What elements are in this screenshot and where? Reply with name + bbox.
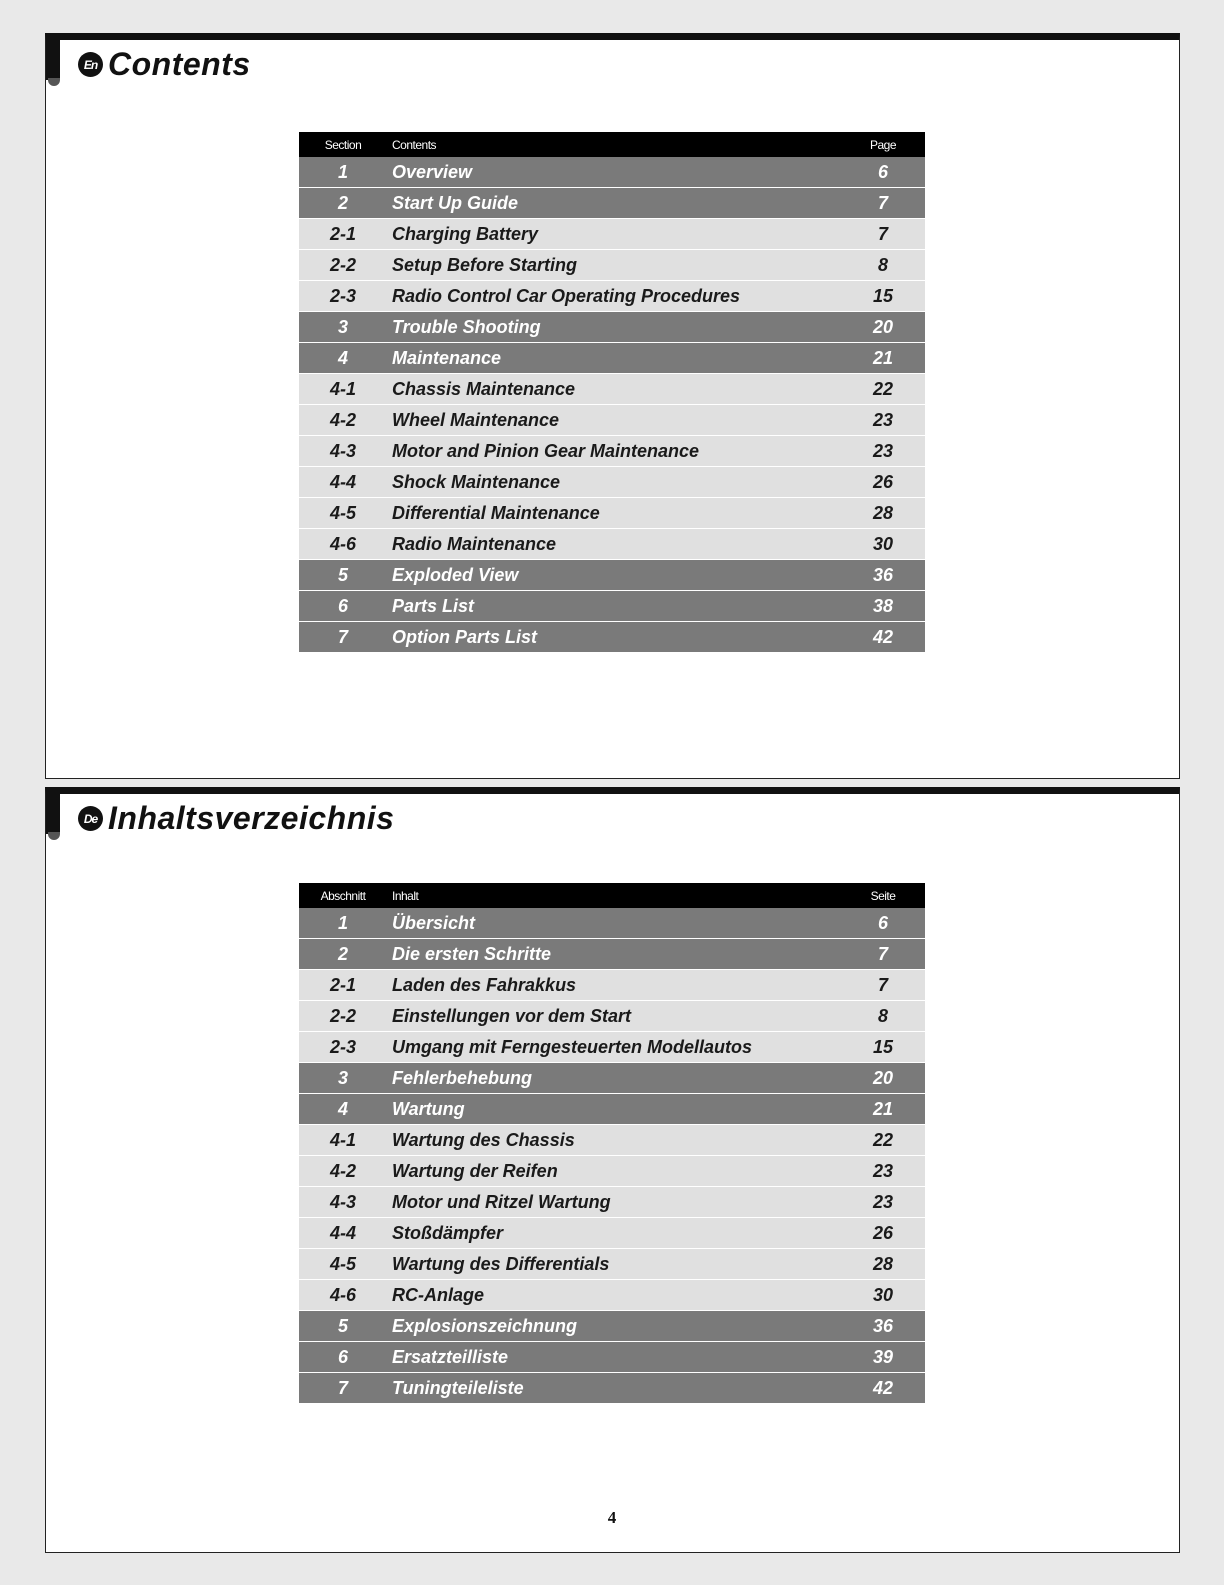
row-page-number: 26 bbox=[841, 467, 925, 498]
table-row bbox=[299, 1280, 925, 1311]
table-row bbox=[299, 1156, 925, 1187]
row-page-number: 7 bbox=[841, 939, 925, 970]
row-page-number: 26 bbox=[841, 1218, 925, 1249]
row-title: Differential Maintenance bbox=[387, 498, 841, 529]
row-title: Exploded View bbox=[387, 560, 841, 591]
row-page-number: 38 bbox=[841, 591, 925, 622]
row-section-number: 6 bbox=[299, 1342, 387, 1373]
row-title: Radio Control Car Operating Procedures bbox=[387, 281, 841, 312]
table-row bbox=[299, 939, 925, 970]
header-section: Abschnitt bbox=[299, 883, 387, 908]
row-title: Maintenance bbox=[387, 343, 841, 374]
table-row bbox=[299, 1001, 925, 1032]
table-row bbox=[299, 1218, 925, 1249]
table-row bbox=[299, 560, 925, 591]
row-section-number: 3 bbox=[299, 1063, 387, 1094]
row-title: Übersicht bbox=[387, 908, 841, 939]
row-page-number: 20 bbox=[841, 312, 925, 343]
page-title: Contents bbox=[108, 46, 251, 82]
table-row bbox=[299, 188, 925, 219]
row-section-number: 2-3 bbox=[299, 1032, 387, 1063]
table-row bbox=[299, 467, 925, 498]
row-title: Wartung bbox=[387, 1094, 841, 1125]
row-section-number: 2-2 bbox=[299, 1001, 387, 1032]
row-section-number: 4-1 bbox=[299, 374, 387, 405]
row-section-number: 5 bbox=[299, 1311, 387, 1342]
table-row bbox=[299, 436, 925, 467]
row-section-number: 4-5 bbox=[299, 498, 387, 529]
row-page-number: 8 bbox=[841, 1001, 925, 1032]
row-page-number: 42 bbox=[841, 622, 925, 653]
contents-table bbox=[299, 883, 925, 1404]
row-section-number: 2 bbox=[299, 188, 387, 219]
row-title: Tuningteileliste bbox=[387, 1373, 841, 1404]
row-section-number: 4-5 bbox=[299, 1249, 387, 1280]
row-section-number: 4-1 bbox=[299, 1125, 387, 1156]
row-title: Einstellungen vor dem Start bbox=[387, 1001, 841, 1032]
row-page-number: 36 bbox=[841, 560, 925, 591]
row-section-number: 4-3 bbox=[299, 1187, 387, 1218]
row-section-number: 4-2 bbox=[299, 405, 387, 436]
row-section-number: 4-2 bbox=[299, 1156, 387, 1187]
row-title: Overview bbox=[387, 157, 841, 188]
row-title: Wartung der Reifen bbox=[387, 1156, 841, 1187]
table-row bbox=[299, 219, 925, 250]
row-section-number: 2-1 bbox=[299, 219, 387, 250]
table-row bbox=[299, 312, 925, 343]
table-row bbox=[299, 1032, 925, 1063]
table-row bbox=[299, 1311, 925, 1342]
table-row bbox=[299, 622, 925, 653]
row-title: Radio Maintenance bbox=[387, 529, 841, 560]
row-page-number: 22 bbox=[841, 1125, 925, 1156]
row-section-number: 3 bbox=[299, 312, 387, 343]
row-section-number: 2-3 bbox=[299, 281, 387, 312]
table-row bbox=[299, 405, 925, 436]
table-row bbox=[299, 343, 925, 374]
row-page-number: 39 bbox=[841, 1342, 925, 1373]
row-page-number: 7 bbox=[841, 219, 925, 250]
row-section-number: 1 bbox=[299, 908, 387, 939]
language-badge-icon: De bbox=[78, 806, 103, 831]
row-title: Parts List bbox=[387, 591, 841, 622]
row-title: Trouble Shooting bbox=[387, 312, 841, 343]
row-title: Die ersten Schritte bbox=[387, 939, 841, 970]
row-title: Fehlerbehebung bbox=[387, 1063, 841, 1094]
row-section-number: 2 bbox=[299, 939, 387, 970]
row-title: Ersatzteilliste bbox=[387, 1342, 841, 1373]
row-title: Laden des Fahrakkus bbox=[387, 970, 841, 1001]
title-accent-bar bbox=[46, 40, 60, 80]
table-header-row bbox=[299, 132, 925, 157]
row-section-number: 4-4 bbox=[299, 467, 387, 498]
row-section-number: 4-6 bbox=[299, 529, 387, 560]
table-row bbox=[299, 591, 925, 622]
row-section-number: 4-3 bbox=[299, 436, 387, 467]
table-row bbox=[299, 1063, 925, 1094]
header-contents: Inhalt bbox=[387, 883, 841, 908]
language-badge-icon: En bbox=[78, 52, 103, 77]
table-row bbox=[299, 498, 925, 529]
table-row bbox=[299, 1342, 925, 1373]
table-row bbox=[299, 970, 925, 1001]
table-row bbox=[299, 1249, 925, 1280]
row-page-number: 42 bbox=[841, 1373, 925, 1404]
row-section-number: 7 bbox=[299, 1373, 387, 1404]
table-row bbox=[299, 529, 925, 560]
row-page-number: 23 bbox=[841, 1156, 925, 1187]
title-accent-bar bbox=[46, 794, 60, 834]
row-page-number: 30 bbox=[841, 529, 925, 560]
row-page-number: 23 bbox=[841, 405, 925, 436]
row-page-number: 8 bbox=[841, 250, 925, 281]
row-page-number: 28 bbox=[841, 498, 925, 529]
row-title: Charging Battery bbox=[387, 219, 841, 250]
table-row bbox=[299, 1187, 925, 1218]
row-section-number: 2-1 bbox=[299, 970, 387, 1001]
row-page-number: 7 bbox=[841, 188, 925, 219]
row-title: Option Parts List bbox=[387, 622, 841, 653]
table-header-row bbox=[299, 883, 925, 908]
row-section-number: 4 bbox=[299, 1094, 387, 1125]
row-title: Shock Maintenance bbox=[387, 467, 841, 498]
row-section-number: 4-4 bbox=[299, 1218, 387, 1249]
row-page-number: 22 bbox=[841, 374, 925, 405]
contents-panel-de bbox=[45, 787, 1180, 1553]
table-row bbox=[299, 1125, 925, 1156]
row-title: Start Up Guide bbox=[387, 188, 841, 219]
row-title: Wartung des Differentials bbox=[387, 1249, 841, 1280]
row-title: Stoßdämpfer bbox=[387, 1218, 841, 1249]
row-section-number: 6 bbox=[299, 591, 387, 622]
header-page: Seite bbox=[841, 883, 925, 908]
table-row bbox=[299, 157, 925, 188]
header-section: Section bbox=[299, 132, 387, 157]
row-title: Umgang mit Ferngesteuerten Modellautos bbox=[387, 1032, 841, 1063]
row-page-number: 36 bbox=[841, 1311, 925, 1342]
section-title bbox=[78, 46, 251, 83]
table-row bbox=[299, 1373, 925, 1404]
page-title: Inhaltsverzeichnis bbox=[108, 800, 395, 836]
row-page-number: 30 bbox=[841, 1280, 925, 1311]
row-page-number: 28 bbox=[841, 1249, 925, 1280]
header-page: Page bbox=[841, 132, 925, 157]
header-contents: Contents bbox=[387, 132, 841, 157]
row-title: Motor and Pinion Gear Maintenance bbox=[387, 436, 841, 467]
row-section-number: 7 bbox=[299, 622, 387, 653]
row-title: Motor und Ritzel Wartung bbox=[387, 1187, 841, 1218]
row-page-number: 23 bbox=[841, 1187, 925, 1218]
row-title: Setup Before Starting bbox=[387, 250, 841, 281]
row-page-number: 15 bbox=[841, 1032, 925, 1063]
row-page-number: 15 bbox=[841, 281, 925, 312]
row-section-number: 1 bbox=[299, 157, 387, 188]
row-page-number: 21 bbox=[841, 1094, 925, 1125]
row-page-number: 21 bbox=[841, 343, 925, 374]
section-title bbox=[78, 800, 394, 837]
row-title: RC-Anlage bbox=[387, 1280, 841, 1311]
row-section-number: 5 bbox=[299, 560, 387, 591]
page-number: 4 bbox=[607, 1508, 617, 1527]
table-row bbox=[299, 1094, 925, 1125]
contents-panel-en bbox=[45, 33, 1180, 779]
row-page-number: 7 bbox=[841, 970, 925, 1001]
row-page-number: 23 bbox=[841, 436, 925, 467]
row-section-number: 4-6 bbox=[299, 1280, 387, 1311]
table-row bbox=[299, 908, 925, 939]
row-title: Wheel Maintenance bbox=[387, 405, 841, 436]
row-title: Explosionszeichnung bbox=[387, 1311, 841, 1342]
row-title: Wartung des Chassis bbox=[387, 1125, 841, 1156]
row-title: Chassis Maintenance bbox=[387, 374, 841, 405]
table-row bbox=[299, 281, 925, 312]
table-row bbox=[299, 250, 925, 281]
contents-table bbox=[299, 132, 925, 653]
table-row bbox=[299, 374, 925, 405]
row-page-number: 20 bbox=[841, 1063, 925, 1094]
row-section-number: 2-2 bbox=[299, 250, 387, 281]
row-section-number: 4 bbox=[299, 343, 387, 374]
row-page-number: 6 bbox=[841, 157, 925, 188]
row-page-number: 6 bbox=[841, 908, 925, 939]
